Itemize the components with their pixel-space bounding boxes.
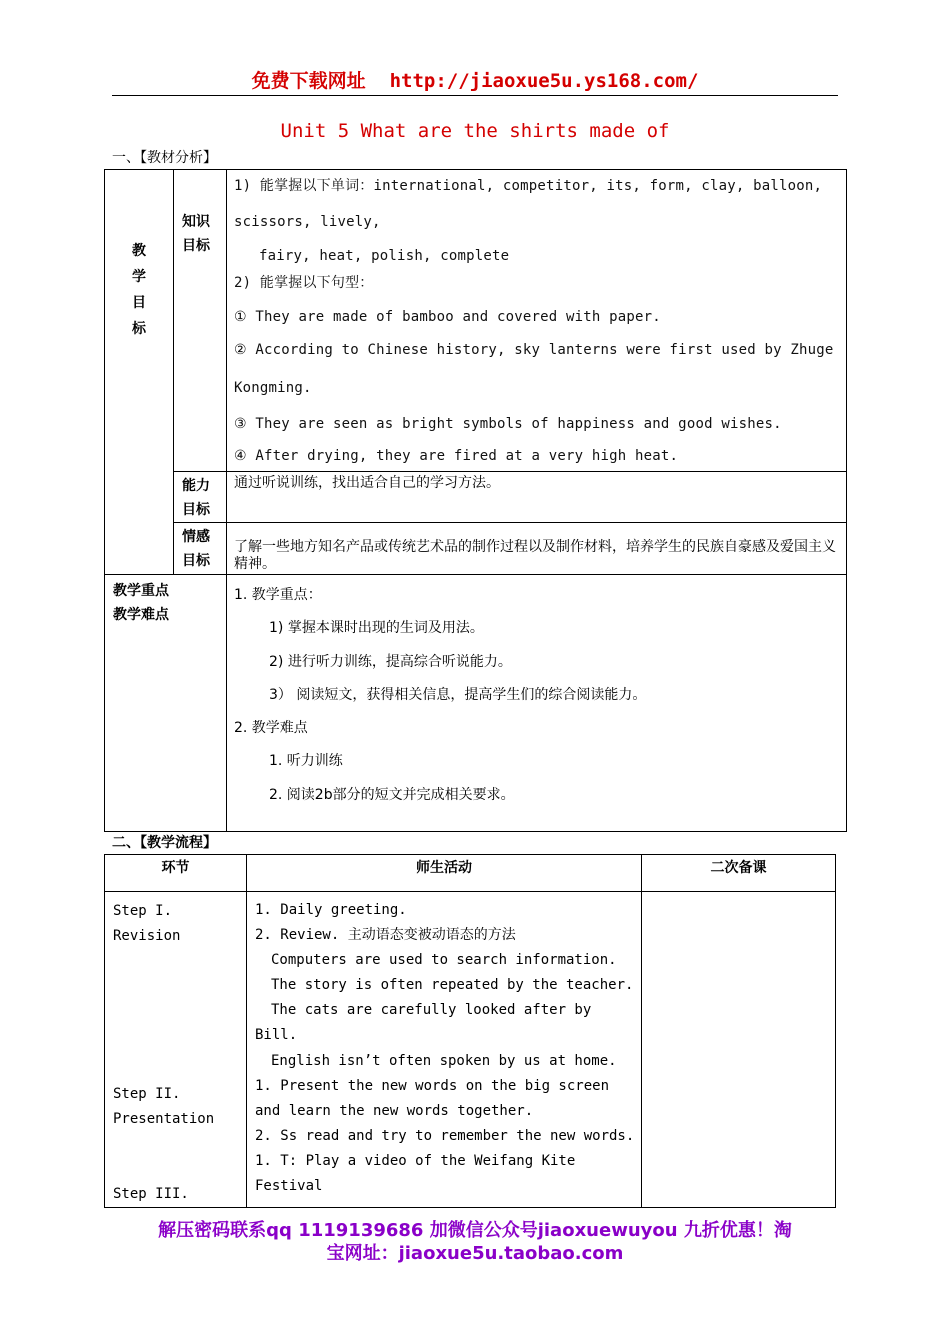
notes-cell bbox=[642, 892, 836, 1208]
key-point-line: 2. 阅读2b部分的短文并完成相关要求。 bbox=[269, 786, 515, 803]
emotion-goal-label bbox=[174, 523, 227, 575]
knowledge-label-2: 目标 bbox=[182, 238, 210, 254]
column-header-notes: 二次备课 bbox=[642, 855, 836, 892]
footer-line-1: 解压密码联系qq 1119139686 加微信公众号jiaoxuewuyou 九折优惠！淘 bbox=[158, 1220, 792, 1241]
header-label: 免费下载网址 bbox=[251, 70, 366, 92]
emotion-label-2: 目标 bbox=[182, 553, 210, 569]
step-1-name: Revision bbox=[113, 928, 181, 944]
ability-goal-content: 通过听说训练，找出适合自己的学习方法。 bbox=[227, 472, 847, 523]
knowledge-label-1: 知识 bbox=[182, 214, 210, 230]
flow-table bbox=[104, 854, 836, 1208]
document-title: Unit 5 What are the shirts made of bbox=[280, 120, 670, 142]
ability-label-2: 目标 bbox=[182, 502, 210, 518]
knowledge-line: fairy, heat, polish, complete bbox=[259, 248, 510, 264]
knowledge-goal-label bbox=[174, 170, 227, 472]
knowledge-line: ③ They are seen as bright symbols of happiness and good wishes. bbox=[234, 415, 782, 432]
knowledge-line: 2) 能掌握以下句型： bbox=[234, 275, 374, 291]
activity-line: 1. Daily greeting. bbox=[255, 902, 407, 918]
knowledge-line: ④ After drying, they are fired at a very high heat. bbox=[234, 448, 679, 464]
footer-contact bbox=[0, 1219, 950, 1265]
activity-line: 1. Present the new words on the big screen bbox=[255, 1077, 610, 1094]
key-point-line: 1. 听力训练 bbox=[269, 753, 343, 770]
key-points-label-2: 教学难点 bbox=[113, 607, 169, 623]
activity-line: 2. Ss read and try to remember the new words. bbox=[255, 1127, 635, 1144]
key-points-content bbox=[227, 575, 847, 832]
key-point-line: 2) 进行听力训练，提高综合听说能力。 bbox=[269, 653, 512, 670]
knowledge-line: ① They are made of bamboo and covered with paper. bbox=[234, 308, 661, 325]
activities-cell bbox=[247, 892, 642, 1208]
step-2-name: Presentation bbox=[113, 1111, 215, 1127]
header-download-link[interactable] bbox=[0, 66, 950, 93]
ability-goal-label bbox=[174, 472, 227, 523]
knowledge-goal-content bbox=[227, 170, 847, 472]
activity-line: and learn the new words together. bbox=[255, 1102, 534, 1119]
section-2-title: 二、【教学流程】 bbox=[112, 835, 217, 851]
step-1-title: Step I. bbox=[113, 903, 173, 919]
knowledge-line: Kongming. bbox=[234, 379, 312, 396]
activity-line: The cats are carefully looked after by bbox=[271, 1002, 592, 1019]
activity-line: 1. T: Play a video of the Weifang Kite bbox=[255, 1152, 576, 1169]
activity-line: 2. Review. 主动语态变被动语态的方法 bbox=[255, 927, 516, 944]
steps-cell bbox=[105, 892, 247, 1208]
activity-line: English isn’t often spoken by us at home. bbox=[271, 1052, 617, 1069]
teaching-goals-label bbox=[105, 170, 174, 575]
column-header-stage: 环节 bbox=[105, 855, 247, 892]
key-point-line: 1. 教学重点： bbox=[234, 587, 322, 603]
column-header-activities: 师生活动 bbox=[247, 855, 642, 892]
key-point-line: 1) 掌握本课时出现的生词及用法。 bbox=[269, 620, 484, 637]
ability-label-1: 能力 bbox=[182, 478, 210, 494]
analysis-table bbox=[104, 169, 847, 832]
knowledge-line: scissors, lively, bbox=[234, 214, 381, 230]
footer-line-2[interactable]: 宝网址：jiaoxue5u.taobao.com bbox=[326, 1243, 624, 1264]
emotion-goal-content: 了解一些地方知名产品或传统艺术品的制作过程以及制作材料，培养学生的民族自豪感及爱国主义精神。 bbox=[227, 523, 847, 575]
activity-line: The story is often repeated by the teacher. bbox=[271, 977, 634, 994]
activity-line: Computers are used to search information. bbox=[271, 952, 617, 969]
teaching-goals-text: 教学目标 bbox=[132, 243, 146, 337]
knowledge-line: 1) 能掌握以下单词：international, competitor, its, form, clay, balloon, bbox=[234, 178, 823, 194]
knowledge-line: ② According to Chinese history, sky lanterns were first used by Zhuge bbox=[234, 342, 834, 358]
activity-line: Bill. bbox=[255, 1027, 298, 1044]
activity-line: Festival bbox=[255, 1178, 323, 1195]
key-points-label-1: 教学重点 bbox=[113, 583, 169, 599]
header-url[interactable]: http://jiaoxue5u.ys168.com/ bbox=[389, 70, 699, 92]
step-3-title: Step III. bbox=[113, 1186, 189, 1202]
section-1-title: 一、【教材分析】 bbox=[112, 150, 217, 166]
emotion-label-1: 情感 bbox=[182, 529, 210, 545]
header-divider bbox=[112, 95, 838, 96]
key-points-label bbox=[105, 575, 227, 832]
key-point-line: 2. 教学难点 bbox=[234, 720, 308, 737]
step-2-title: Step II. bbox=[113, 1086, 181, 1102]
key-point-line: 3） 阅读短文，获得相关信息，提高学生们的综合阅读能力。 bbox=[269, 686, 647, 703]
